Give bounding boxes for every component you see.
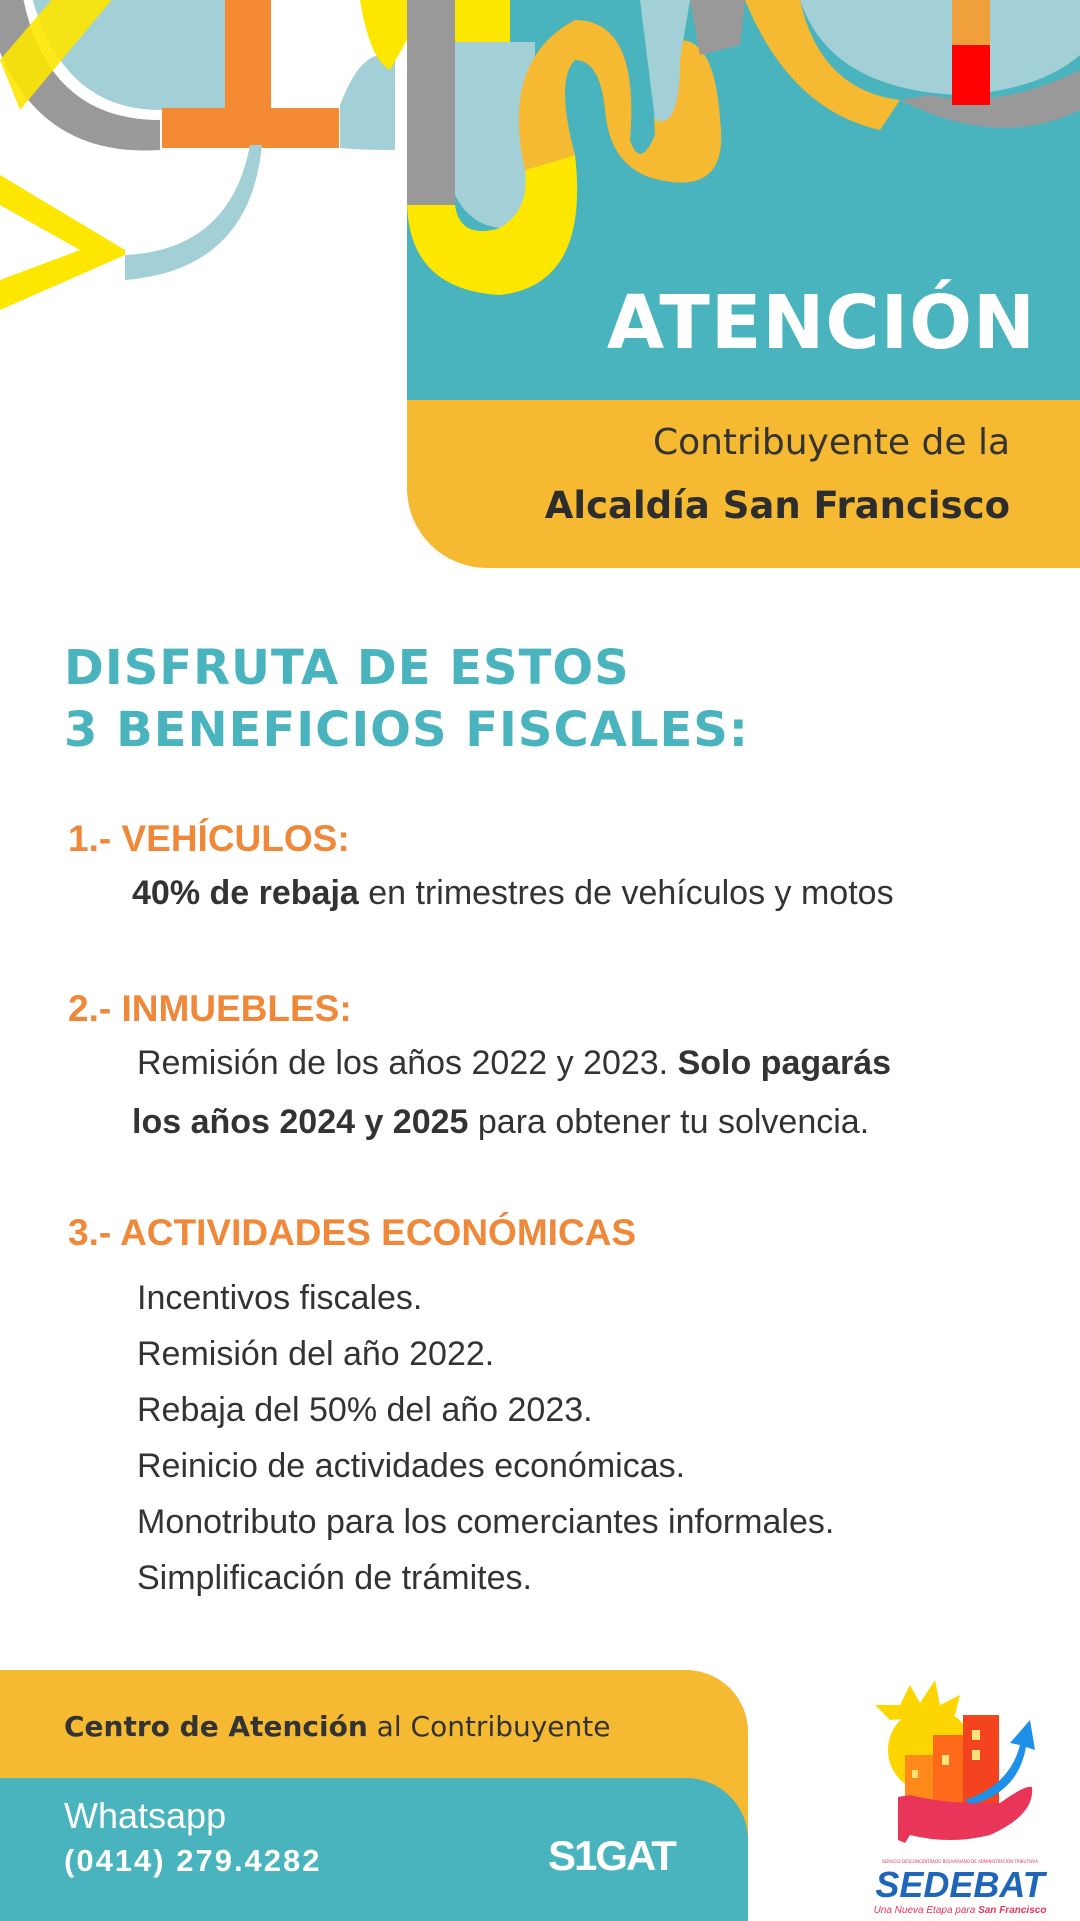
benefits-heading-line1: DISFRUTA DE ESTOS — [64, 640, 630, 696]
benefits-heading-line2: 3 BENEFICIOS FISCALES: — [64, 702, 749, 758]
list-item: Simplificación de trámites. — [137, 1559, 532, 1597]
list-item: Remisión del año 2022. — [137, 1335, 495, 1373]
tagline-b: San Francisco — [978, 1905, 1047, 1915]
header-subtitle-line1: Contribuyente de la — [652, 422, 1010, 463]
inmuebles-bold1: Solo pagarás — [677, 1044, 892, 1082]
logo-name: SEDEBAT — [875, 1864, 1045, 1905]
vehiculos-bold: 40% de rebaja — [132, 874, 359, 912]
list-item: Monotributo para los comerciantes informales. — [137, 1503, 835, 1541]
centro-rest: al Contribuyente — [367, 1710, 611, 1743]
centro-atencion-label — [64, 1710, 610, 1743]
section-inmuebles-line1 — [137, 1044, 891, 1083]
section-actividades-title: 3.- ACTIVIDADES ECONÓMICAS — [68, 1212, 637, 1253]
tagline-a: Una Nueva Etapa para — [873, 1905, 979, 1915]
inmuebles-bold2: los años 2024 y 2025 — [132, 1103, 469, 1141]
header-title: ATENCIÓN — [606, 280, 1036, 366]
list-item: Reinicio de actividades económicas. — [137, 1447, 686, 1485]
section-inmuebles-line2 — [132, 1103, 869, 1142]
header-subtitle-line2: Alcaldía San Francisco — [544, 484, 1010, 527]
whatsapp-label: Whatsapp — [64, 1795, 227, 1836]
actividades-list — [137, 1270, 834, 1606]
inmuebles-text1: Remisión de los años 2022 y 2023. — [137, 1044, 678, 1082]
list-item: Rebaja del 50% del año 2023. — [137, 1391, 593, 1429]
sigat-logo: S1GAT — [548, 1832, 675, 1879]
sedebat-logo — [860, 1675, 1060, 1915]
section-vehiculos-text — [132, 874, 894, 913]
section-vehiculos-title: 1.- VEHÍCULOS: — [68, 818, 350, 859]
whatsapp-phone[interactable]: (0414) 279.4282 — [64, 1843, 322, 1878]
inmuebles-text2: para obtener tu solvencia. — [468, 1103, 870, 1141]
list-item: Incentivos fiscales. — [137, 1279, 423, 1317]
section-inmuebles-title: 2.- INMUEBLES: — [68, 988, 352, 1029]
centro-bold: Centro de Atención — [64, 1710, 368, 1743]
logo-small-text: SERVICIO DESCONCENTRADO BOLIVARIANO DE ADMINISTRACIÓN TRIBUTARIA — [882, 1859, 1038, 1864]
vehiculos-rest: en trimestres de vehículos y motos — [358, 874, 894, 912]
logo-tagline — [874, 1905, 1047, 1915]
